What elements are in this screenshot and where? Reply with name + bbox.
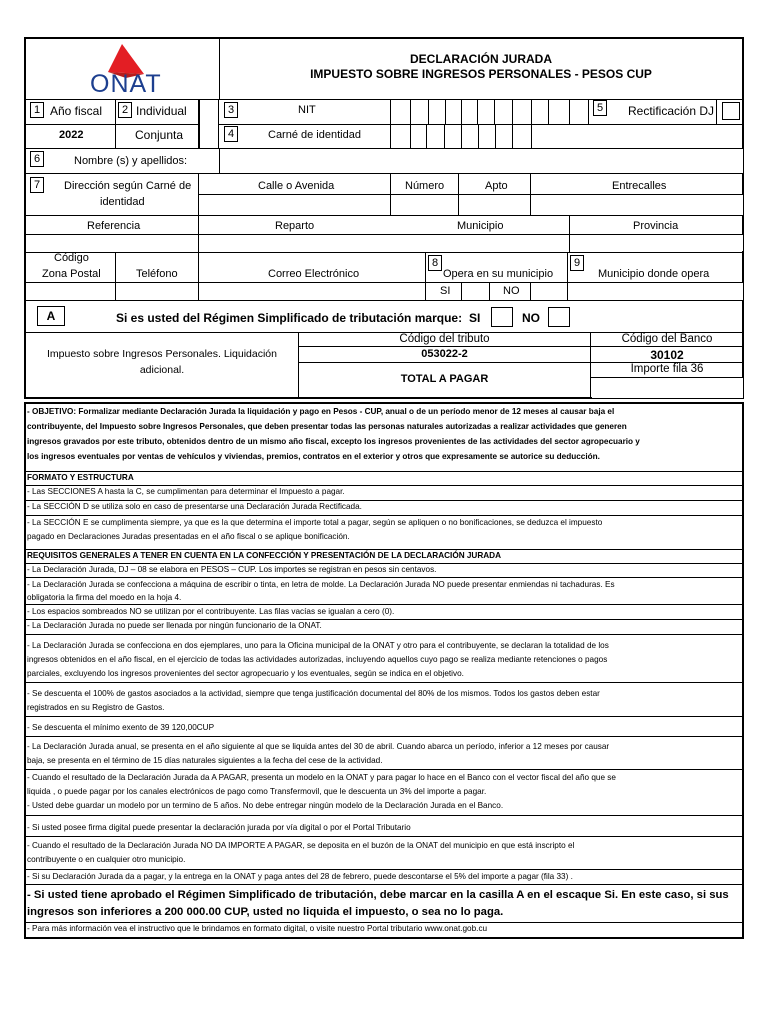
- postal-code-input[interactable]: [26, 283, 115, 300]
- phone-input[interactable]: [116, 283, 198, 300]
- province-header: Provincia: [633, 220, 679, 232]
- tax-code-label: Código del tributo: [399, 333, 490, 345]
- req-item-12a: - Cuando el resultado de la Declaración Jurada NO DA IMPORTE A PAGAR, se deposita en el buzón de la ONAT del municipio en que está inscripto el: [27, 841, 575, 850]
- more-info: - Para más información vea el instructivo que le brindamos en formato digital, o visite nuestro Portal tributario www.onat.gob.cu: [27, 924, 488, 933]
- req-item-3: - Los espacios sombreados NO se utilizan por el contribuyente. Las filas vacías se igualan a cero (0).: [27, 607, 395, 616]
- joint-label[interactable]: Conjunta: [135, 128, 184, 142]
- total-to-pay-label: TOTAL A PAGAR: [400, 373, 489, 385]
- format-section-title: FORMATO Y ESTRUCTURA: [27, 473, 134, 482]
- municipality-header: Municipio: [457, 220, 504, 232]
- field-7-number: 7: [30, 177, 44, 193]
- req-item-8a: - La Declaración Jurada anual, se presenta en el año siguiente al que se liquida antes del 30 de abril. Cuando abarca un período, inferior a 12 meses por causar: [27, 742, 610, 751]
- address-label-2: identidad: [100, 196, 145, 208]
- simplified-si-checkbox[interactable]: [491, 307, 513, 327]
- operates-si-checkbox[interactable]: [462, 283, 490, 301]
- address-label-1: Dirección según Carné de: [64, 180, 192, 192]
- postal-code-label-1: Código: [54, 252, 89, 264]
- province-input[interactable]: [570, 235, 743, 251]
- field-9-number: 9: [570, 255, 584, 271]
- req-item-5a: - La Declaración Jurada se confecciona en dos ejemplares, uno para la Oficina municipal de la ONAT y otro para el contribuyente, se declaran la totalidad de los: [27, 641, 609, 650]
- number-input[interactable]: [391, 195, 458, 215]
- reference-header: Referencia: [87, 220, 141, 232]
- req-item-2a: - La Declaración Jurada se confecciona a máquina de escribir o tinta, en letra de molde. La Declaración Jurada NO puede presentar enmiendas ni tachaduras. Es: [27, 580, 615, 589]
- operates-no-label: NO: [503, 285, 520, 297]
- tax-description-1: Impuesto sobre Ingresos Personales. Liquidación: [47, 348, 277, 360]
- import-row-label: Importe fila 36: [630, 363, 704, 375]
- form-subtitle: IMPUESTO SOBRE INGRESOS PERSONALES - PESOS CUP: [310, 67, 652, 81]
- apartment-header: Apto: [485, 180, 508, 192]
- id-card-label: Carné de identidad: [268, 129, 361, 141]
- tax-code-value: 053022-2: [421, 348, 468, 360]
- apartment-input[interactable]: [459, 195, 530, 215]
- individual-checkbox[interactable]: [199, 100, 219, 124]
- format-item-3b: pagado en Declaraciones Juradas presentadas en el año fiscal o se aplique bonificación.: [27, 532, 350, 541]
- field-2-number: 2: [118, 102, 132, 118]
- number-header: Número: [405, 180, 445, 192]
- format-item-2: - La SECCIÓN D se utiliza solo en caso de presentarse una Declaración Jurada Rectificada.: [27, 502, 362, 511]
- req-item-7: - Se descuenta el mínimo exento de 39 120,00CUP: [27, 723, 215, 732]
- tax-description-2: adicional.: [139, 364, 185, 376]
- fiscal-year-value[interactable]: 2022: [59, 129, 84, 141]
- req-item-6a: - Se descuenta el 100% de gastos asociados a la actividad, siempre que tenga justificación documental del 80% de los mismos. Todos los gastos deben estar: [27, 689, 600, 698]
- phone-label: Teléfono: [136, 268, 178, 280]
- operates-municipality-label: Municipio donde opera: [598, 268, 710, 280]
- onat-logo: [80, 42, 170, 98]
- street-header: Calle o Avenida: [258, 180, 335, 192]
- simplified-note-1: - Si usted tiene aprobado el Régimen Simplificado de tributación, debe marcar en la casilla A en el escaque Si. En este caso, si sus: [27, 889, 729, 901]
- postal-code-label-2: Zona Postal: [42, 268, 101, 280]
- section-a-marker: A: [37, 306, 65, 326]
- nit-label: NIT: [298, 104, 316, 116]
- name-label: Nombre (s) y apellidos:: [74, 155, 188, 167]
- req-item-12b: contribuyente o en cualquier otro municipio.: [27, 855, 186, 864]
- req-item-5c: parciales, excluyendo los ingresos provenientes del sector agropecuario y los eventuales, según se indica en el objetivo.: [27, 669, 464, 678]
- fiscal-year-label: Año fiscal: [50, 104, 103, 118]
- objective-line-1: - OBJETIVO: Formalizar mediante Declaración Jurada la liquidación y pago en Pesos - CUP, anual o de un período menor de 12 meses al causar baja el: [27, 407, 615, 416]
- rectification-label: Rectificación DJ: [628, 104, 715, 118]
- email-input[interactable]: [199, 283, 425, 300]
- req-item-13: - Si su Declaración Jurada da a pagar, y la entrega en la ONAT y paga antes del 28 de febrero, puede descontarse el 5% del importe a pagar (fila 33) .: [27, 872, 573, 881]
- neighborhood-input[interactable]: [199, 235, 569, 251]
- req-item-1: - La Declaración Jurada, DJ – 08 se elabora en PESOS – CUP. Los importes se registran en pesos sin centavos.: [27, 565, 437, 574]
- field-5-number: 5: [593, 100, 607, 116]
- name-input[interactable]: [220, 149, 743, 173]
- req-item-6b: registrados en su Registro de Gastos.: [27, 703, 165, 712]
- field-6-number: 6: [30, 151, 44, 167]
- total-to-pay-input[interactable]: [592, 378, 743, 398]
- objective-line-3: ingresos gravados por este tributo, obtenidos dentro de un mismo año fiscal, excepto los ingresos provenientes de las actividades del sector agropecuario y: [27, 437, 640, 446]
- format-item-3a: - La SECCIÓN E se cumplimenta siempre, ya que es la que determina el importe total a pagar, según se apliquen o no bonificaciones, se deduzca el impuesto: [27, 518, 603, 527]
- format-item-1: - Las SECCIONES A hasta la C, se cumplimentan para determinar el Impuesto a pagar.: [27, 487, 345, 496]
- simplified-note-2: ingresos son inferiores a 200 000.00 CUP, usted no liquida el impuesto, o sea no lo paga.: [27, 906, 504, 918]
- rectification-checkbox[interactable]: [722, 102, 740, 120]
- operates-si-label: SI: [440, 285, 451, 297]
- bank-code-label: Código del Banco: [621, 333, 713, 345]
- req-item-5b: ingresos obtenidos en el año fiscal, en el ejercicio de todas las actividades autorizadas, incluyendo aquellos cuyo pago se realiza mediante retenciones o pagos: [27, 655, 608, 664]
- field-8-number: 8: [428, 255, 442, 271]
- individual-label[interactable]: Individual: [136, 104, 187, 118]
- field-1-number: 1: [30, 102, 44, 118]
- street-input[interactable]: [199, 195, 390, 215]
- reference-input[interactable]: [26, 235, 198, 251]
- req-item-4: - La Declaración Jurada no puede ser llenada por ningún funcionario de la ONAT.: [27, 621, 322, 630]
- requirements-section-title: REQUISITOS GENERALES A TENER EN CUENTA EN LA CONFECCIÓN Y PRESENTACIÓN DE LA DECLARACIÓN JURADA: [27, 551, 501, 560]
- req-item-8b: baja, se presenta en el término de 15 días naturales siguientes a la fecha del cese de la actividad.: [27, 756, 383, 765]
- operates-municipality-input[interactable]: [568, 283, 743, 300]
- simplified-no-checkbox[interactable]: [548, 307, 570, 327]
- req-item-2b: obligatoria la firma del moedo en la hoja 4.: [27, 593, 182, 602]
- email-label: Correo Electrónico: [268, 268, 360, 280]
- between-streets-header: Entrecalles: [612, 180, 667, 192]
- neighborhood-header: Reparto: [275, 220, 315, 232]
- simplified-regime-label: Si es usted del Régimen Simplificado de tributación marque:: [116, 311, 463, 325]
- operates-label: Opera en su municipio: [443, 268, 554, 280]
- field-3-number: 3: [224, 102, 238, 118]
- between-streets-input[interactable]: [531, 195, 743, 215]
- simplified-si-label: SI: [469, 311, 481, 325]
- field-4-number: 4: [224, 126, 238, 142]
- form-title: DECLARACIÓN JURADA: [409, 52, 552, 66]
- req-item-10: - Usted debe guardar un modelo por un termino de 5 años. No debe entregar ningún modelo de la Declaración Jurada en el Banco.: [27, 801, 504, 810]
- logo-text: ONAT: [90, 70, 162, 98]
- simplified-no-label: NO: [522, 311, 540, 325]
- req-item-11: - Si usted posee firma digital puede presentar la declaración jurada por vía digital o por el Portal Tributario: [27, 823, 411, 832]
- req-item-9b: liquida , o puede pagar por los canales electrónicos de pago como Transfermovil, que le descuenta un 3% del importe a pagar.: [27, 787, 487, 796]
- objective-line-2: contribuyente, del Impuesto sobre Ingresos Personales, que deben presentar todas las personas naturales autorizadas a realizar actividades que generen: [27, 422, 627, 431]
- req-item-9a: - Cuando el resultado de la Declaración Jurada da A PAGAR, presenta un modelo en la ONAT y para pagar lo hace en el Banco con el vector fiscal del año que se: [27, 773, 616, 782]
- objective-line-4: los ingresos eventuales por ventas de vehículos y viviendas, premios, contratos en el exterior y otros que expresamente se autorice su deducción.: [27, 452, 600, 461]
- bank-code-value: 30102: [650, 348, 684, 362]
- joint-checkbox[interactable]: [199, 124, 219, 148]
